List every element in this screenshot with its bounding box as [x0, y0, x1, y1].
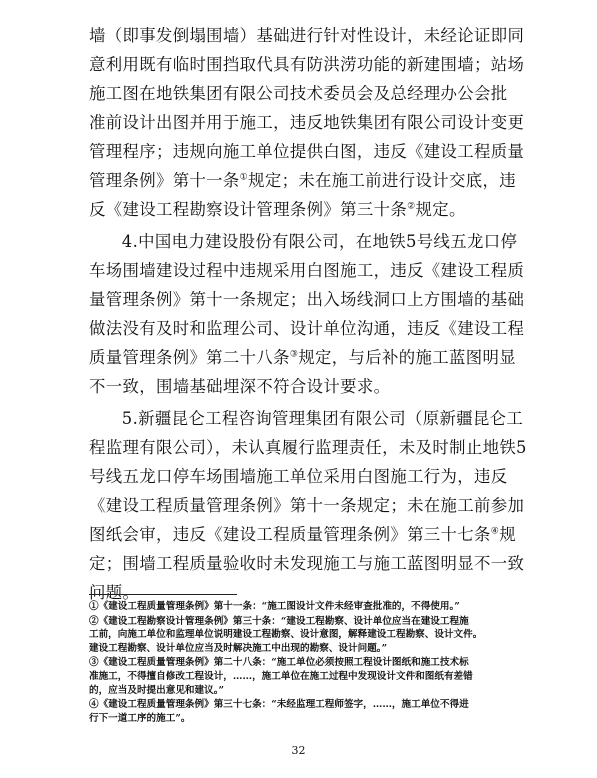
- text-line: 墙（即事发倒塌围墙）基础进行针对性设计，未经论证即同: [89, 26, 525, 45]
- footnote-line: 准施工，不得擅自修改工程设计，……，施工单位在施工过程中发现设计文件和图纸有差错: [89, 670, 473, 682]
- footnotes: [89, 600, 521, 726]
- text-line: [89, 195, 521, 224]
- text-line: 4.中国电力建设股份有限公司，在地铁5号线五龙口停: [121, 232, 518, 251]
- text-line: 意利用既有临时围挡取代具有防洪涝功能的新建围墙；站场: [89, 55, 525, 74]
- paragraph-item-5: [89, 404, 527, 607]
- text-line: 施工图在地铁集团有限公司技术委员会及总经理办公会批: [89, 84, 508, 103]
- text-line: 准前设计出图并用于施工，违反地铁集团有限公司设计变更: [89, 113, 525, 132]
- text-line: 号线五龙口停车场围墙施工单位采用白图施工行为，违反: [89, 467, 508, 486]
- footnote-3: [89, 656, 521, 697]
- text-line: 管理程序；违规向施工单位提供白图，违反《建设工程质量: [89, 142, 525, 161]
- footnote-ref[interactable]: ③: [289, 349, 299, 360]
- text-fragment: 质量管理条例》第二十八条: [89, 348, 290, 367]
- footnote-ref[interactable]: ②: [407, 201, 416, 212]
- text-line: 定；围墙工程质量验收时未发现施工与施工蓝图明显不一致: [89, 554, 525, 573]
- footnote-line: ③《建设工程质量管理条例》第二十八条：“施工单位必须按照工程设计图纸和施工技术标: [89, 657, 469, 669]
- text-line: [89, 343, 521, 372]
- footnote-2: [89, 615, 521, 656]
- paragraph-item-4: [89, 227, 525, 401]
- text-fragment: 规: [499, 525, 516, 544]
- text-line: 问题。: [89, 583, 140, 602]
- footnote-ref[interactable]: ①: [239, 172, 249, 183]
- page-number: 32: [291, 744, 306, 757]
- text-fragment: 管理条例》第十一条: [89, 171, 240, 190]
- text-line: 做法没有及时和监理公司、设计单位沟通，违反《建设工程: [89, 319, 525, 338]
- text-fragment: 规定，与后补的施工蓝图明显: [298, 348, 516, 367]
- text-line: [89, 520, 521, 549]
- footnote-1: [89, 600, 521, 614]
- text-line: [89, 166, 521, 195]
- text-line: 5.新疆昆仑工程咨询管理集团有限公司（原新疆昆仑工: [121, 409, 524, 428]
- text-line: 《建设工程质量管理条例》第十一条规定；未在施工前参加: [89, 496, 525, 515]
- text-line: 车场围墙建设过程中违规采用白图施工，违反《建设工程质: [89, 261, 525, 280]
- text-line: 量管理条例》第十一条规定；出入场线洞口上方围墙的基础: [89, 290, 525, 309]
- text-fragment: 规定。: [415, 200, 466, 219]
- text-fragment: 图纸会审，违反《建设工程质量管理条例》第三十七条: [89, 525, 491, 544]
- paragraph-continuation: [89, 21, 525, 224]
- footnote-line: ①《建设工程质量管理条例》第十一条：“施工图设计文件未经审查批准的，不得使用。”: [89, 601, 460, 612]
- footnote-4: [89, 698, 521, 725]
- footnote-separator: [89, 594, 237, 595]
- footnote-line: 的，应当及时提出意见和建议。”: [89, 684, 225, 696]
- footnote-line: ④《建设工程质量管理条例》第三十七条：“未经监理工程师签字，……，施工单位不得进: [89, 699, 469, 711]
- footnote-ref[interactable]: ④: [490, 526, 500, 537]
- text-fragment: 反《建设工程勘察设计管理条例》第三十条: [89, 200, 408, 219]
- footnote-line: ②《建设工程勘察设计管理条例》第三十条：“建设工程勘察、设计单位应当在建设工程施: [89, 615, 469, 627]
- body-text: [89, 21, 527, 607]
- footnote-line: 工前，向施工单位和监理单位说明建设工程勘察、设计意图，解释建设工程勘察、设计文件。: [89, 629, 483, 641]
- text-fragment: 规定；未在施工前进行设计交底，违: [248, 171, 516, 190]
- footnote-line: 行下一道工序的施工”。: [89, 712, 191, 724]
- footnote-line: 建设工程勘察、设计单位应当及时解决施工中出现的勘察、设计问题。”: [89, 642, 388, 654]
- text-line: 不一致，围墙基础埋深不符合设计要求。: [89, 377, 391, 396]
- text-line: 程监理有限公司），未认真履行监理责任，未及时制止地铁5: [89, 438, 527, 457]
